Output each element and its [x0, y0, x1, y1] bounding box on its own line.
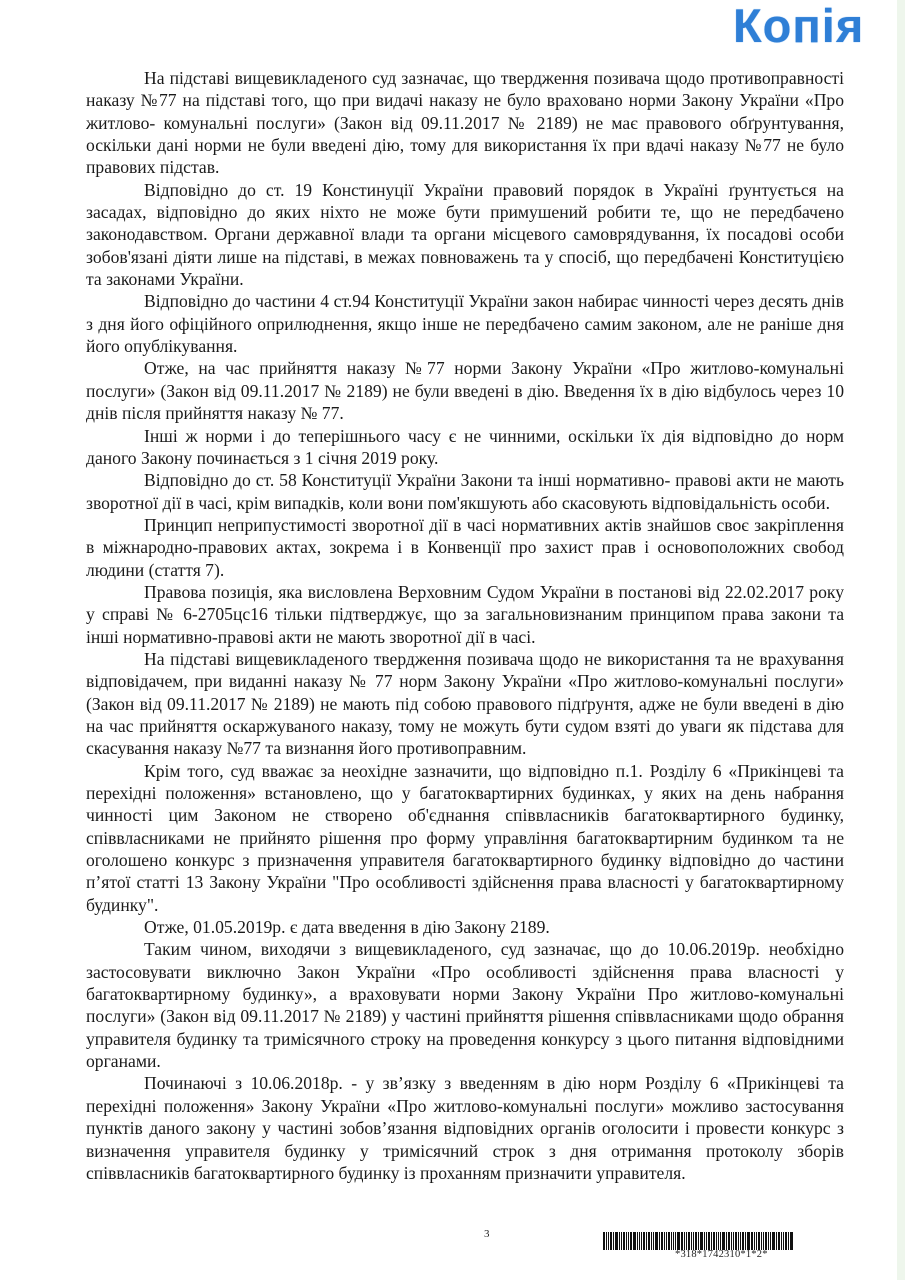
- paragraph: Відповідно до ст. 58 Конституції України Закони та інші нормативно- правові акти не мають зворотної дії в часі, крім випадків, коли вони пом'якшують або скасовують відповідальність особи.: [86, 470, 844, 513]
- barcode-icon: [603, 1232, 843, 1250]
- paragraph: Починаючі з 10.06.2018р. - у зв’язку з введенням в дію норм Розділу 6 «Прикінцеві та перехідні положення» Закону України «Про житлово-комунальні послуги» можливо застосування пунктів даного закону у частині зобов’язання відповідних органів оголосити і провести конкурс з визначення управителя будинку у тримісячний строк з дня отримання протоколу зборів співвласників багатоквартирного будинку із проханням призначити управителя.: [86, 1073, 844, 1183]
- paragraph: Відповідно до ст. 19 Констинуції України правовий порядок в Україні ґрунтується на засадах, відповідно до яких ніхто не може бути примушений робити те, що не передбачено законодавством. Органи державної влади та органи місцевого самоврядування, їх посадові особи зобов'язані діяти лише на підставі, в межах повноважень та у спосіб, що передбачені Конституцією та законами України.: [86, 179, 844, 290]
- paragraph: Відповідно до частини 4 ст.94 Конституції України закон набирає чинності через десять днів з дня його офіційного оприлюднення, якщо інше не передбачено самим законом, але не раніше дня його опублікування.: [86, 291, 844, 357]
- paragraph: На підставі вищевикладеного твердження позивача щодо не використання та не врахування відповідачем, при виданні наказу № 77 норм Закону України «Про житлово-комунальні послуги» (Закон від 09.11.2017 № 2189) не мають під собою правового підґрунтя, адже не були введені в дію на час прийняття оскаржуваного наказу, тому не можуть бути судом взяті до уваги як підстава для скасування наказу №77 та визнання його противоправним.: [86, 648, 844, 759]
- barcode-text: *318*1742310*1*2*: [675, 1249, 768, 1260]
- paragraph: Крім того, суд вважає за неохідне зазначити, що відповідно п.1. Розділу 6 «Прикінцеві та перехідні положення» встановлено, що у багатоквартирних будинках, у яких на день набрання чинності цим Законом не створено об'єднання співвласників багатоквартирного будинку, співвласниками не прийнято рішення про форму управління багатоквартирним будинком та не оголошено конкурс з призначення управителя багатоквартирного будинку відповідно до частини п’ятої статті 13 Закону України "Про особливості здійснення права власності у багатоквартирному будинку".: [86, 760, 844, 915]
- scan-edge: [897, 0, 905, 1280]
- page-number: 3: [484, 1228, 490, 1240]
- paragraph: На підставі вищевикладеного суд зазначає, що твердження позивача щодо противоправності наказу №77 на підставі того, що при видачі наказу не було враховано норми Закону України «Про житлово- комунальні послуги» (Закон від 09.11.2017 № 2189) не має правового обґрунтування, оскільки дані норми не були введені дію, тому для використання їх при вдачі наказу №77 не було правових підстав.: [86, 68, 844, 178]
- paragraph: Правова позиція, яка висловлена Верховним Судом України в постанові від 22.02.2017 року у справі № 6-2705цс16 тільки підтверджує, що за загальновизнаним принципом права закони та інші нормативно-правові акти не мають зворотної дії в часі.: [86, 581, 844, 647]
- paragraph: Отже, на час прийняття наказу №77 норми Закону України «Про житлово-комунальні послуги» (Закон від 09.11.2017 № 2189) не були введені в дію. Введення їх в дію відбулось через 10 днів після прийняття наказу № 77.: [86, 358, 844, 424]
- document-body: [86, 67, 844, 1184]
- paragraph: Отже, 01.05.2019р. є дата введення в дію Закону 2189.: [144, 917, 550, 938]
- paragraph: Інші ж норми і до теперішнього часу є не чинними, оскільки їх дія відповідно до норм даного Закону починається з 1 січня 2019 року.: [86, 425, 844, 468]
- paragraph: Принцип неприпустимості зворотної дії в часі нормативних актів знайшов своє закріплення в міжнародно-правових актах, зокрема і в Конвенції про захист прав і основоположних свобод людини (стаття 7).: [86, 514, 844, 580]
- paragraph: Таким чином, виходячи з вищевикладеного, суд зазначає, що до 10.06.2019р. необхідно застосовувати виключно Закон України «Про особливості здійснення права власності у багатоквартирному будинку», а враховувати норми Закону України Про житлово-комунальні послуги» (Закон від 09.11.2017 № 2189) у частині прийняття рішення співвласниками щодо обрання управителя будинку та тримісячного строку на проведення конкурсу з цього питання відповідними органами.: [86, 939, 844, 1072]
- copy-stamp: Копія: [733, 0, 865, 52]
